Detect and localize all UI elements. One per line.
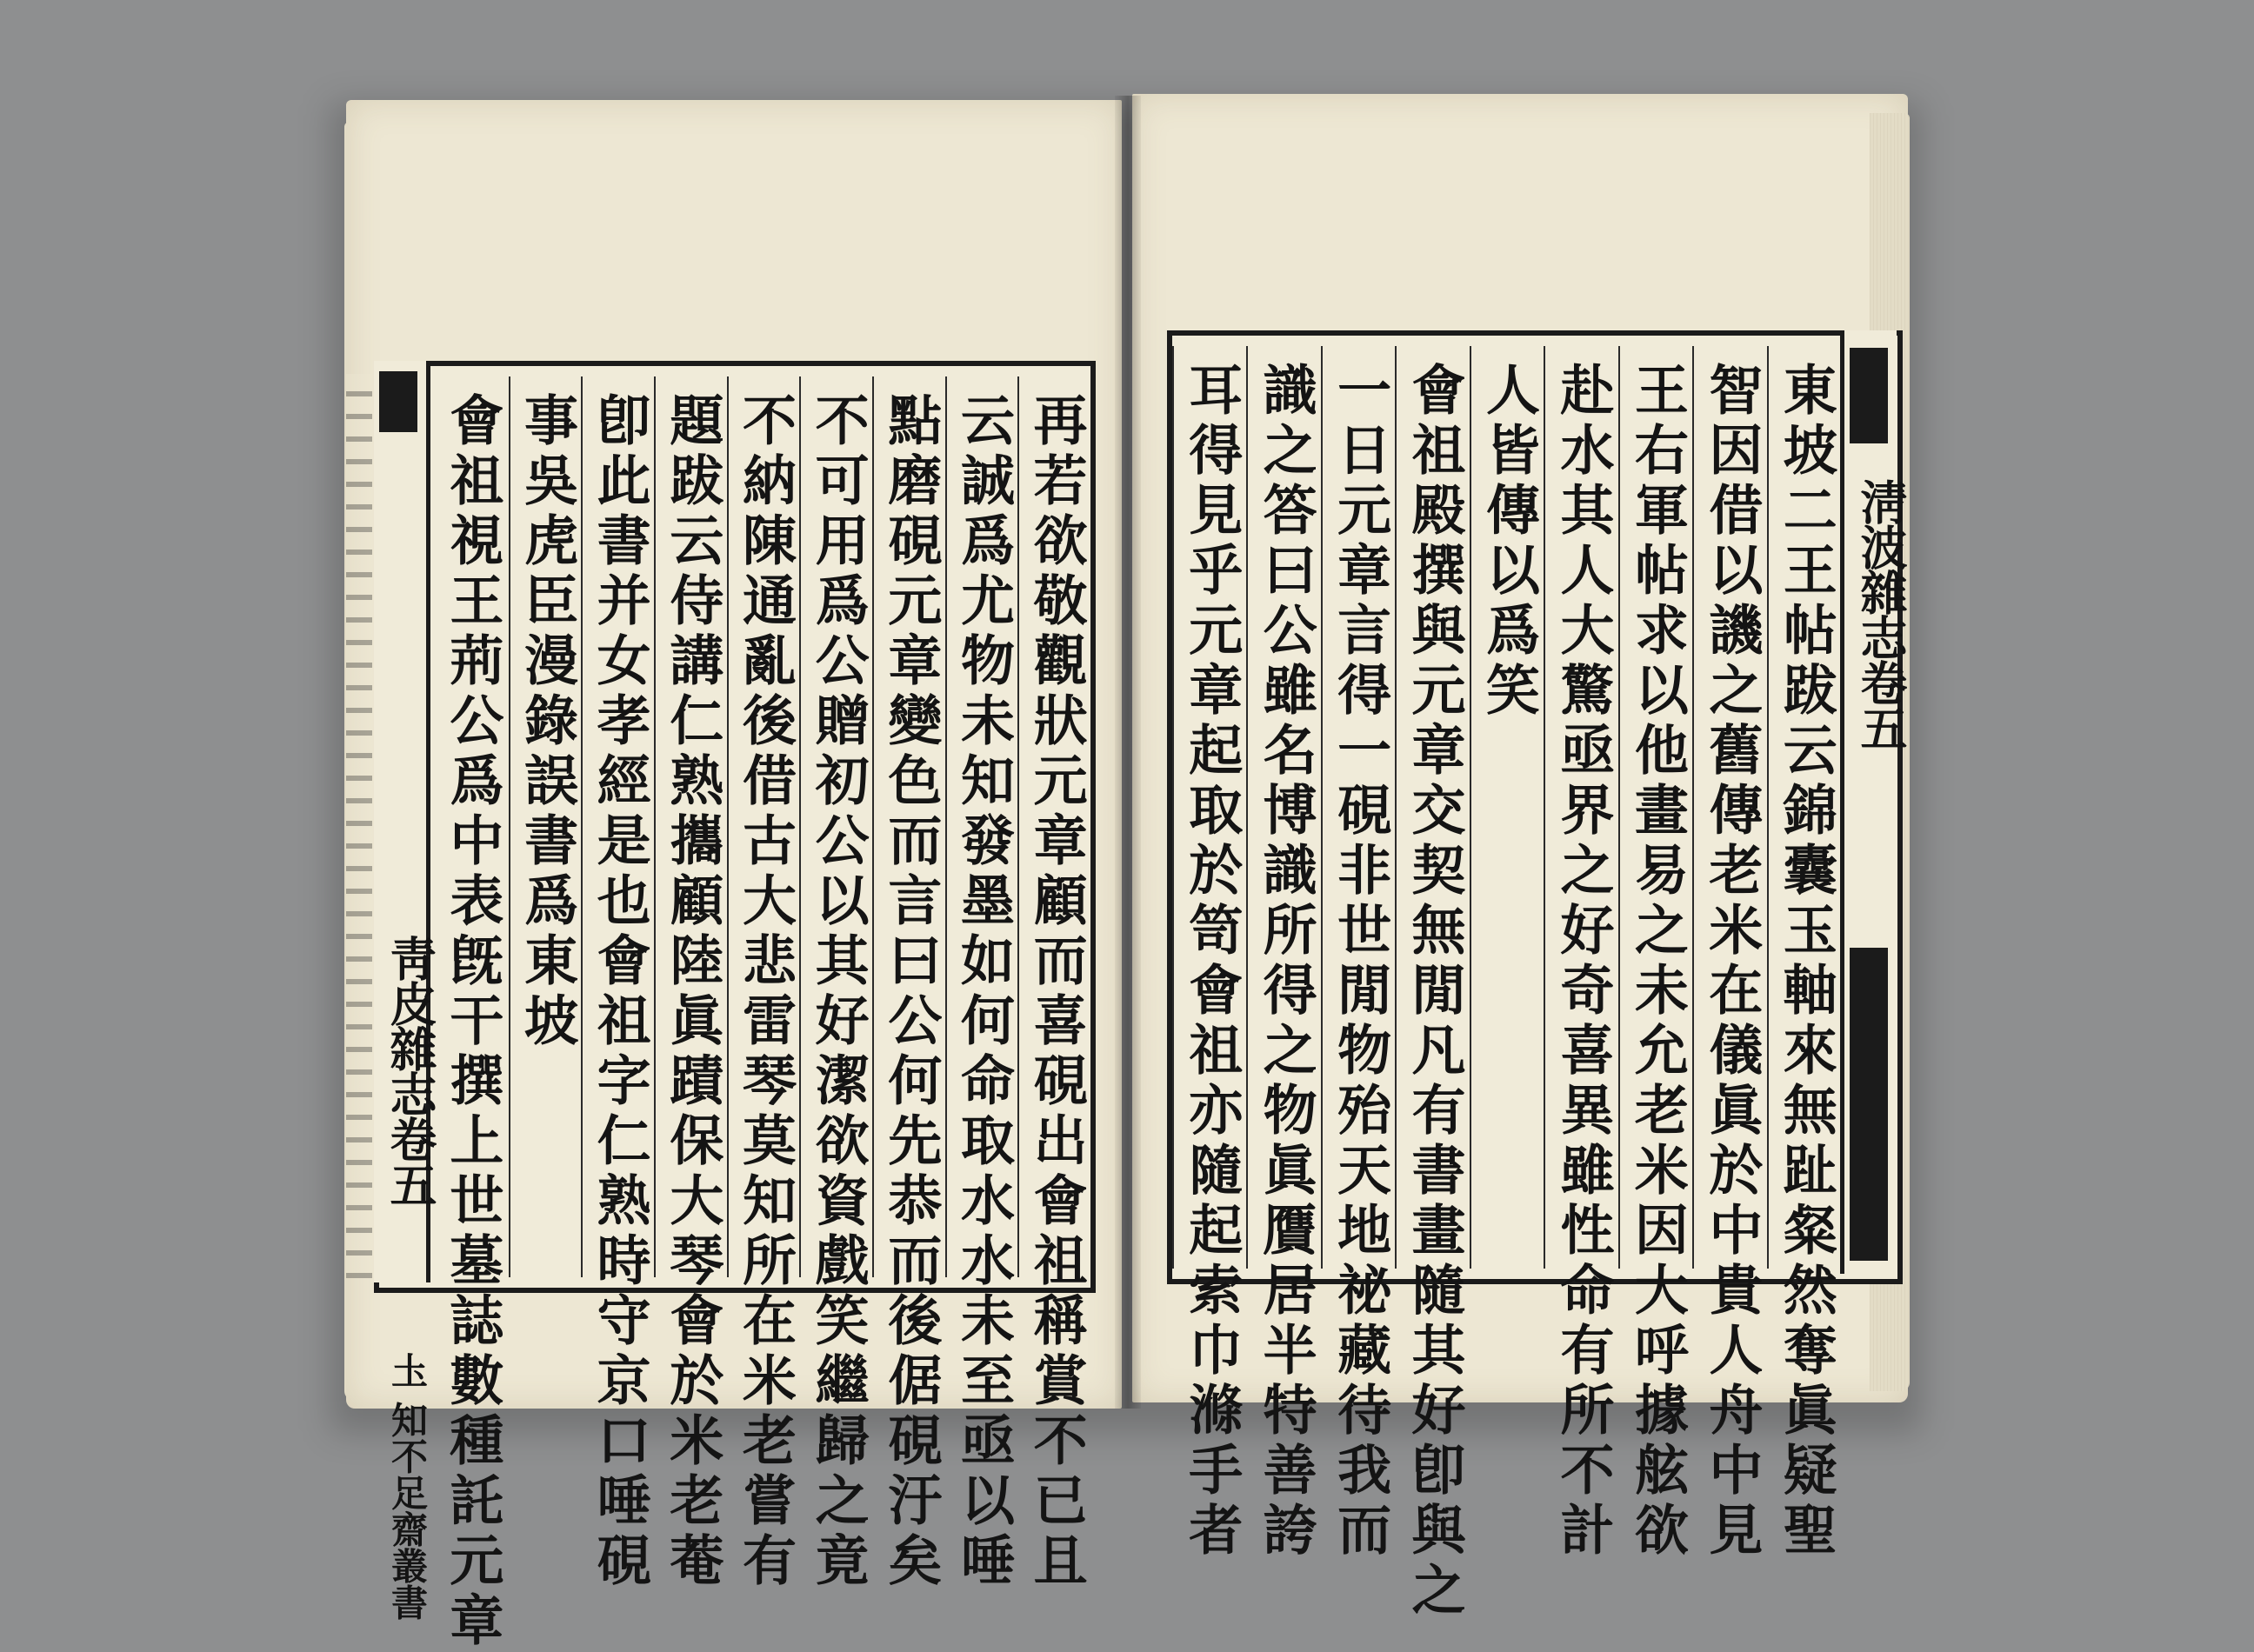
text-column [799,376,874,1592]
column-text: 人皆傳以爲笑 [1477,362,1541,722]
text-column [872,376,947,1592]
text-column [581,376,656,1592]
black-mouth-mark [1850,948,1888,1261]
column-text: 識之答曰公雖名博識所得之物眞贋居半特善誇 [1254,362,1318,1562]
text-column [1321,346,1397,1562]
column-text: 一日元章言得一硯非世閒物殆天地祕藏待我而 [1328,362,1392,1562]
column-text: 不納陳通亂後借古大悲雷琴莫知所在米老嘗有 [733,392,797,1592]
text-column [727,376,802,1592]
banner-title: 淸波雜志卷五 [1853,478,1909,749]
left-banner [374,361,438,1621]
column-text: 耳得見乎元章起取於笥會祖亦隨起索巾滌手者 [1179,362,1244,1562]
text-column [1544,346,1619,1562]
text-column [1470,346,1545,1269]
text-column [654,376,729,1592]
column-text: 王右軍帖求以他畫易之未允老米因大呼據舷欲 [1625,362,1690,1562]
banner-foot: 圡 知不足齋叢書 [386,1352,429,1621]
column-text: 東坡二王帖跋云錦囊玉軸來無趾粲然奪眞疑聖 [1774,362,1838,1562]
text-column [1172,346,1248,1562]
fish-tail-mark [379,371,417,432]
column-text: 赴水其人大驚亟界之好奇喜異雖性命有所不計 [1550,362,1615,1562]
column-text: 再若欲敬觀狀元章顧而喜硯出會祖稱賞不已且 [1024,392,1089,1592]
column-text: 題跋云侍講仁熟攜顧陸眞蹟保大琴會於米老菴 [660,392,724,1592]
text-column [436,376,509,1652]
column-text: 點磨硯元章變色而言曰公何先恭而後倨硯汙矣 [878,392,943,1592]
text-column [1618,346,1694,1562]
text-column [1246,346,1322,1562]
right-text-frame [1167,330,1903,1622]
text-column [1017,376,1092,1592]
column-text: 事吳虎臣漫錄誤書爲東坡 [515,392,579,1052]
column-text: 云誠爲尤物未知發墨如何命取水水未至亟以唾 [951,392,1016,1592]
text-column [1692,346,1768,1562]
binding-fragments [346,374,372,1278]
text-column [945,376,1020,1592]
text-column [1767,346,1843,1562]
column-text: 會祖殿撰與元章交契無閒凡有書畫隨其好卽與之 [1403,362,1467,1622]
banner-title: 靑皮雜志卷五 [383,935,438,1206]
column-text: 卽此書并女孝經是也會祖字仁熟時守京口唾硯 [588,392,652,1592]
column-text: 會祖視王荊公爲中表旣干撰上世墓誌數種託元章 [440,392,504,1652]
book-gutter [1115,96,1141,1409]
column-text: 智因借以譏之舊傳老米在儀眞於中貴人舟中見 [1699,362,1764,1562]
right-banner [1840,330,1909,1274]
fish-tail-mark [1850,348,1888,443]
column-text: 不可用爲公贈初公以其好潔欲資戲笑繼歸之竟 [806,392,870,1592]
text-column [1395,346,1470,1622]
text-column [509,376,584,1277]
